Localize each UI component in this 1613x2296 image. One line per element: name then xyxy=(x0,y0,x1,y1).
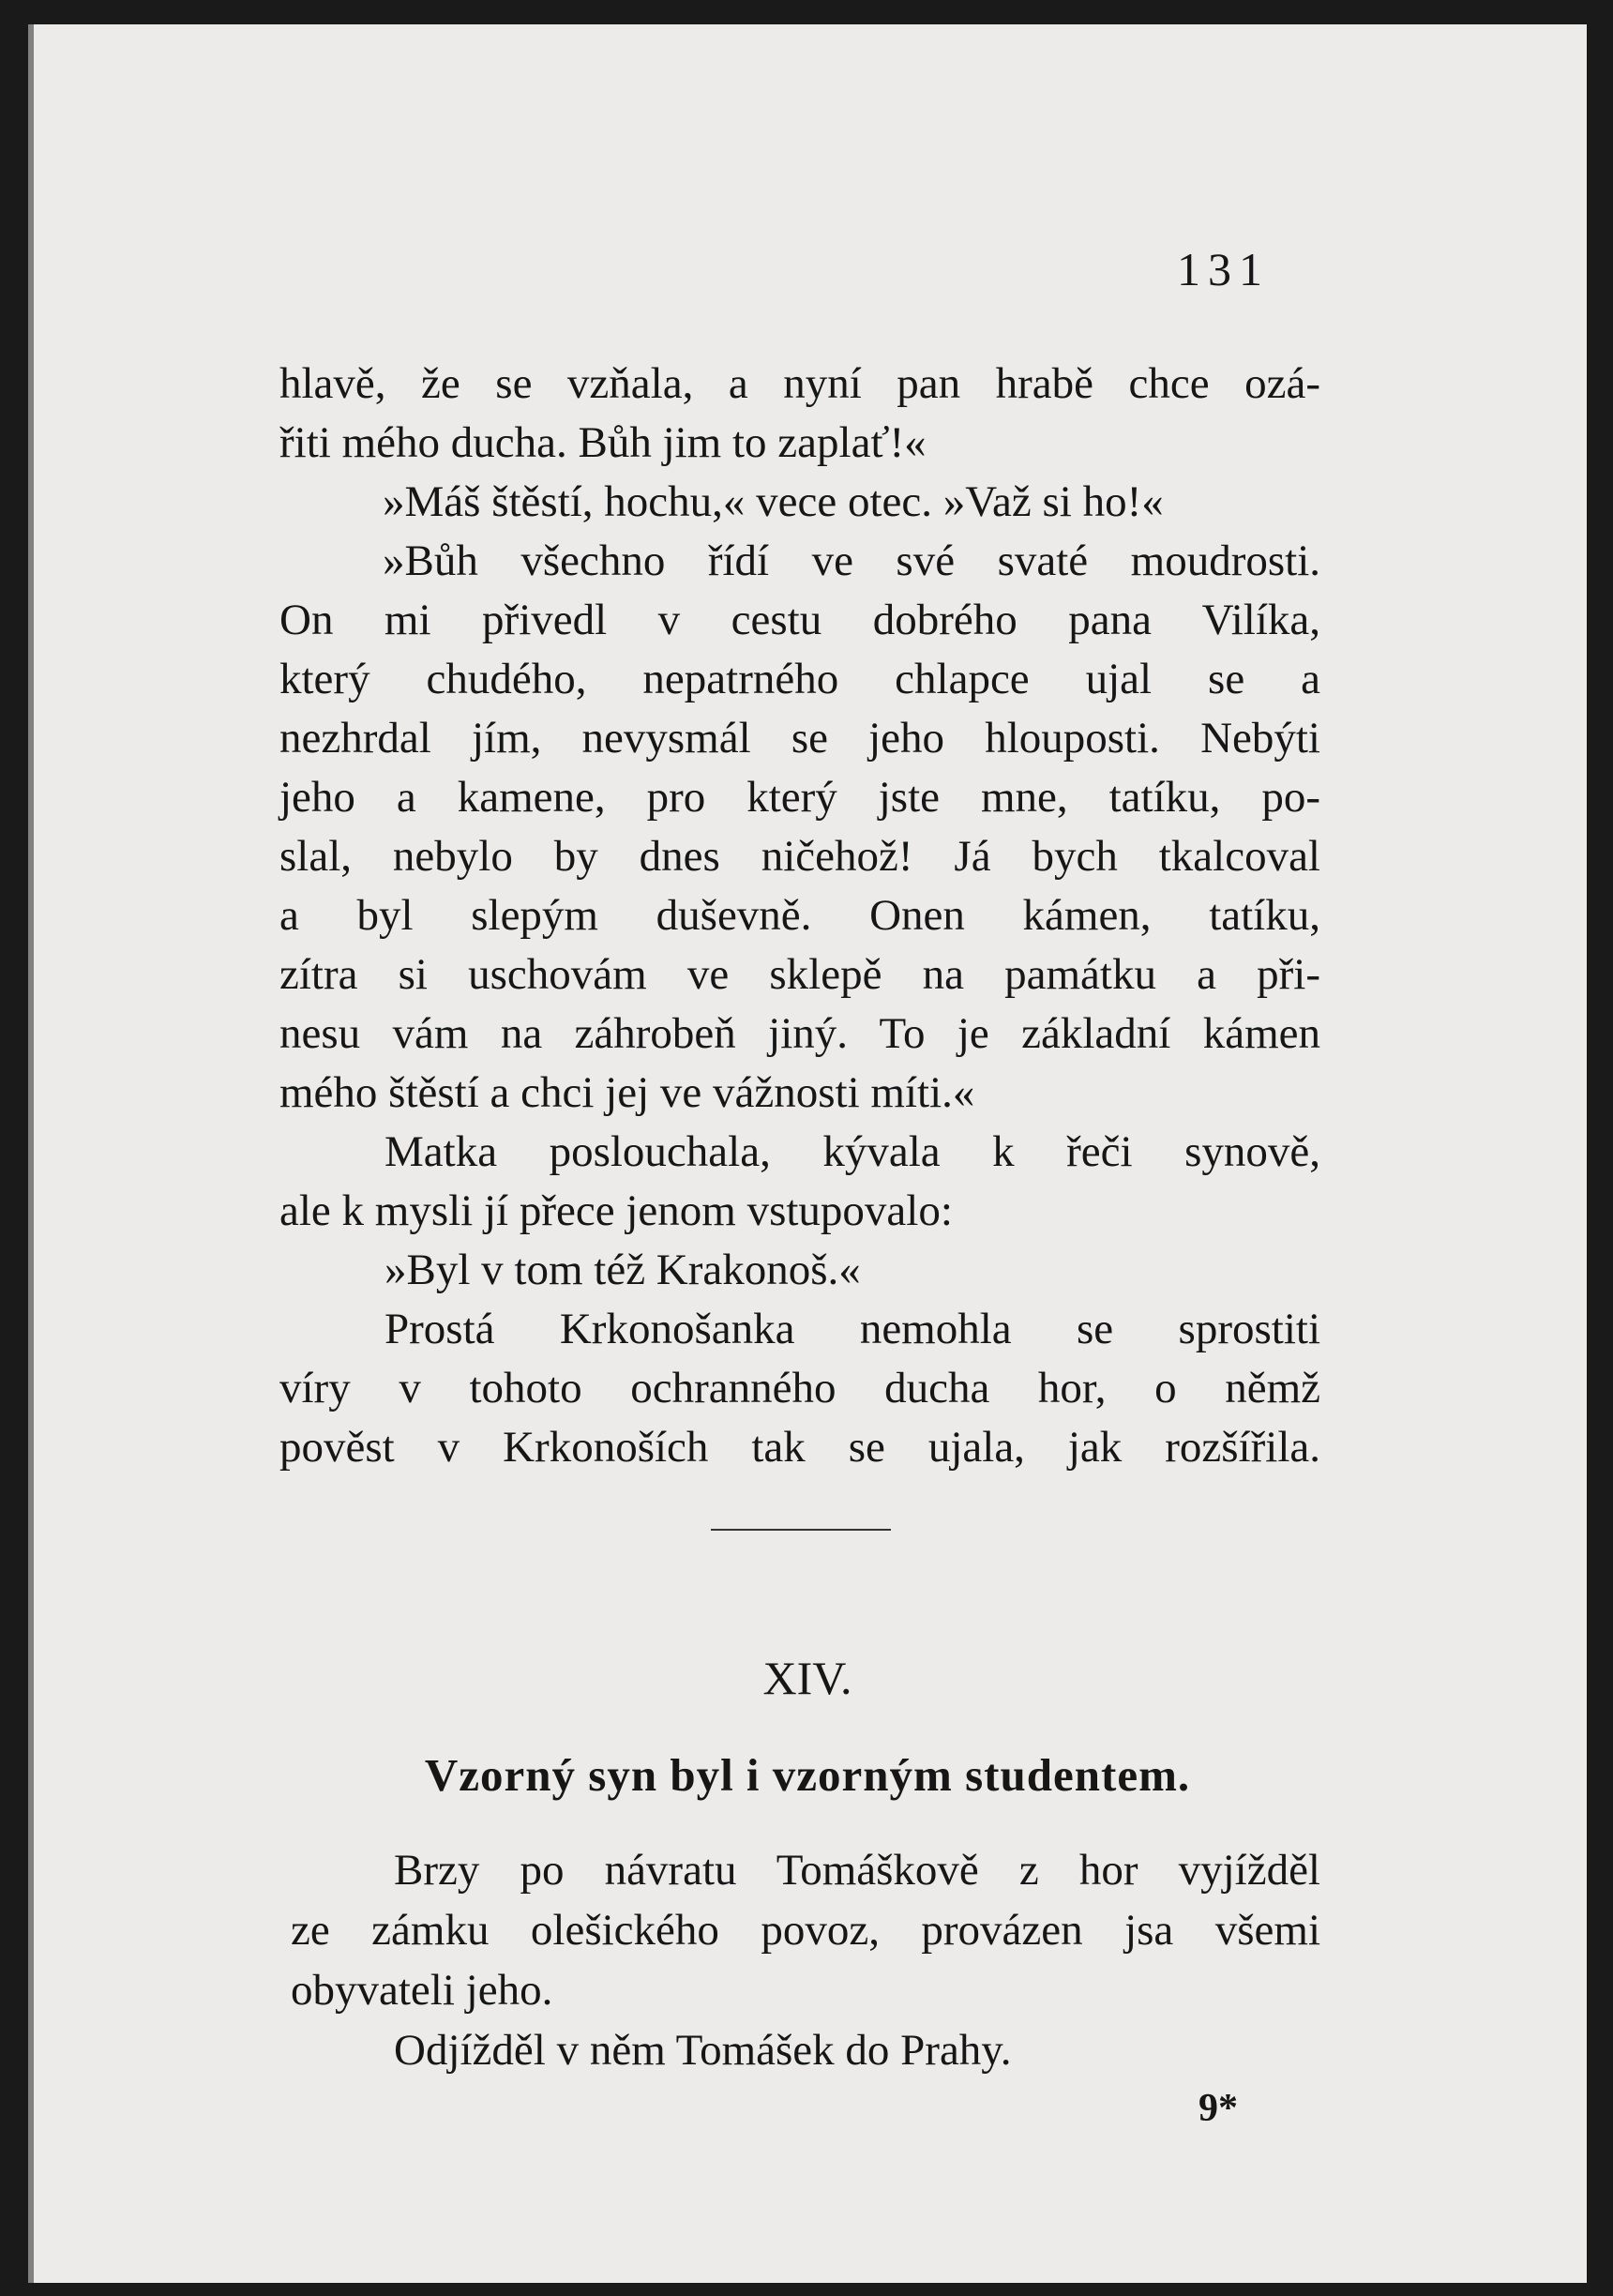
text-line: »Bůh všechno řídí ve své svaté moudrosti. xyxy=(383,536,1320,585)
text-line: ze zámku olešického povoz, provázen jsa všemi xyxy=(291,1906,1320,1955)
page-number: 131 xyxy=(1177,243,1270,295)
text-line: ale k mysli jí přece jenom vstupovalo: xyxy=(279,1186,953,1235)
chapter-title: Vzorný syn byl i vzorným studentem. xyxy=(424,1749,1191,1801)
book-page xyxy=(28,24,1587,2283)
text-line: zítra si uschovám ve sklepě na památku a při- xyxy=(279,950,1320,999)
text-line: Odjížděl v něm Tomášek do Prahy. xyxy=(394,2026,1012,2075)
text-line: hlavě, že se vzňala, a nyní pan hrabě chce ozá- xyxy=(279,359,1320,408)
text-line: »Máš štěstí, hochu,« vece otec. »Važ si ho!« xyxy=(383,477,1164,526)
signature-mark: 9* xyxy=(1198,2087,1238,2130)
text-line: »Byl v tom též Krakonoš.« xyxy=(384,1246,861,1294)
text-line: Matka poslouchala, kývala k řeči synově, xyxy=(384,1127,1320,1176)
chapter-text xyxy=(291,1840,1320,2080)
text-line: řiti mého ducha. Bůh jim to zaplať!« xyxy=(279,418,927,467)
page-edge-shadow xyxy=(28,24,34,2283)
text-line: nesu vám na záhrobeň jiný. To je základní kámen xyxy=(279,1009,1320,1058)
text-line: On mi přivedl v cestu dobrého pana Vilíka, xyxy=(279,596,1320,644)
body-text xyxy=(279,355,1320,1477)
text-line: nezhrdal jím, nevysmál se jeho hlouposti. Nebýti xyxy=(279,714,1320,763)
text-line: jeho a kamene, pro který jste mne, tatíku, po- xyxy=(279,773,1320,822)
text-line: pověst v Krkonoších tak se ujala, jak rozšířila. xyxy=(279,1423,1320,1472)
chapter-number: XIV. xyxy=(762,1652,852,1704)
text-line: a byl slepým duševně. Onen kámen, tatíku, xyxy=(279,891,1320,940)
text-line: slal, nebylo by dnes ničehož! Já bych tkalcoval xyxy=(279,832,1320,881)
section-divider xyxy=(711,1529,891,1531)
text-line: Prostá Krkonošanka nemohla se sprostiti xyxy=(384,1305,1320,1353)
text-line: který chudého, nepatrného chlapce ujal se a xyxy=(279,655,1320,703)
text-line: mého štěstí a chci jej ve vážnosti míti.« xyxy=(279,1068,975,1117)
text-line: víry v tohoto ochranného ducha hor, o němž xyxy=(279,1364,1320,1412)
text-line: obyvateli jeho. xyxy=(291,1966,553,2015)
text-line: Brzy po návratu Tomáškově z hor vyjížděl xyxy=(394,1846,1320,1895)
